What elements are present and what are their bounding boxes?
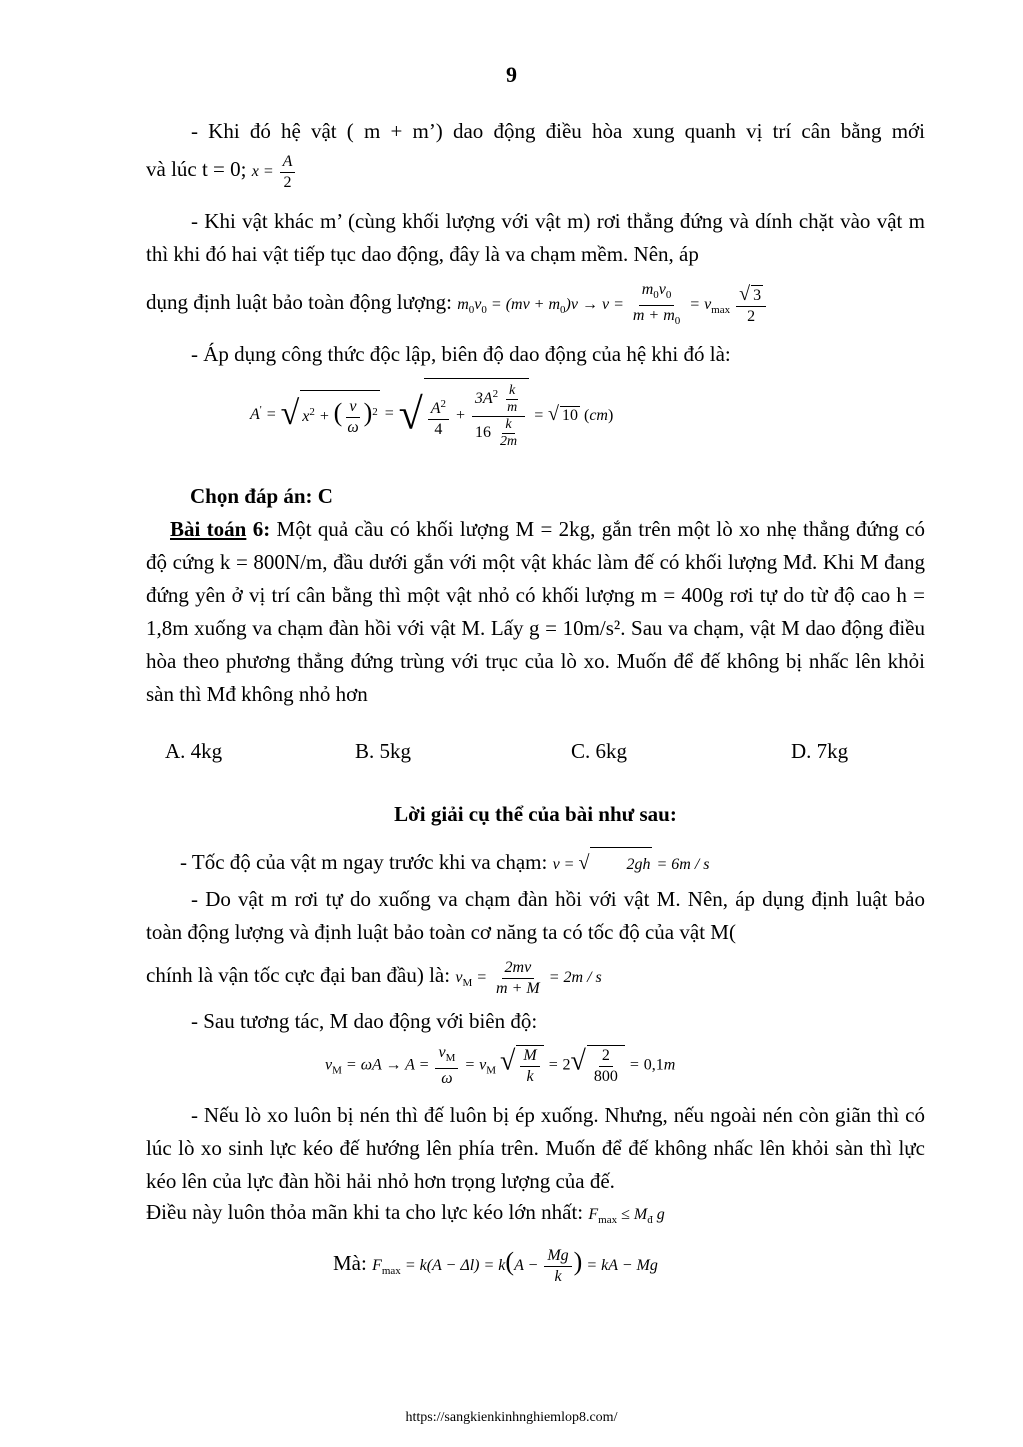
formula-momentum: $m_0v_0 = (mv + m_0)v \to v$ = $\frac{m_0v_0}{m + m_0}$ = $v_{max}$ $\frac{√ 3}{2}$ xyxy=(457,296,768,313)
max-force-text: Điều này luôn thỏa mãn khi ta cho lực kéo lớn nhất: xyxy=(146,1200,584,1224)
paragraph-independent-formula: - Áp dụng công thức độc lập, biên độ dao động của hệ khi đó là: xyxy=(191,342,731,366)
problem-text: Một quả cầu có khối lượng M = 2kg, gắn trên một lò xo nhẹ thẳng đứng có độ cứng k = 800N/m, đầu dưới gắn với một vật khác làm đế có khối lượng Mđ. Khi M đang đứng yên ở vị trí cân bằng thì một vật nhỏ có khối lượng m = 400g rơi tự do từ độ cao h = 1,8m xuống va chạm đàn hồi với vật M. Lấy g = 10m/s². Sau va chạm, vật M dao động điều hòa theo phương thẳng đứng trùng với trục của lò xo. Muốn để đế không bị nhấc lên khỏi sàn thì Mđ không nhỏ hơn xyxy=(146,517,926,706)
paragraph-max-velocity xyxy=(146,958,925,1000)
paragraph-initial-condition xyxy=(146,152,925,193)
formula-new-amplitude: A' = √ $x^2$ + ( $\frac{v}{\omega}$ )$^2$ = √ $\frac{A^2}{4}$ + $3A^2$ $\frac{k}{m}$ 16 $\frac{k}{2m}$ = √ 10 (cm) xyxy=(250,378,613,450)
formula-velocity-M: $v_M$ = $\frac{2mv}{m + M}$ = 2m / s xyxy=(455,959,602,997)
paragraph-max-force-condition xyxy=(146,1196,925,1237)
problem-statement xyxy=(146,513,925,711)
momentum-text: dụng định luật bảo toàn động lượng: xyxy=(146,290,452,315)
paragraph-system-oscillation: - Khi đó hệ vật ( m + m’) dao động điều hòa xung quanh vị trí cân bằng mới xyxy=(191,119,925,143)
paragraph-elastic-collision: - Do vật m rơi tự do xuống va chạm đàn hồi với vật M. Nên, áp dụng định luật bảo toàn động lượng và định luật bảo toàn cơ năng ta có tốc độ của vật M( xyxy=(146,887,925,944)
option-c: C. 6kg xyxy=(571,739,628,763)
paragraph-spring-force: - Nếu lò xo luôn bị nén thì đế luôn bị ép xuống. Nhưng, nếu ngoài nén còn giãn thì có lúc lò xo sinh lực kéo đế hướng lên phía trên. Muốn để đế không nhấc lên khỏi sàn thì lực kéo lên của lực đàn hồi hải nhỏ hơn trọng lượng của đế. xyxy=(146,1103,925,1193)
answer-choice: Chọn đáp án: C xyxy=(190,484,333,508)
option-a: A. 4kg xyxy=(165,739,223,763)
paragraph-soft-collision: - Khi vật khác m’ (cùng khối lượng với vật m) rơi thẳng đứng và dính chặt vào vật m thì khi đó hai vật tiếp tục dao động, đây là va chạm mềm. Nên, áp xyxy=(146,209,925,266)
option-b: B. 5kg xyxy=(355,739,412,763)
formula-x-half-amplitude: x = $\frac{A}{2}$ xyxy=(252,163,298,180)
initial-condition-text: và lúc t = 0; xyxy=(146,157,247,182)
solution-title: Lời giải cụ thể của bài như sau: xyxy=(394,802,677,826)
velocity-text: - Tốc độ của vật m ngay trước khi va chạm: xyxy=(180,850,548,874)
formula-max-force: $F_{max} = k(A - \Delta l) = k(A$ − $\frac{Mg}{k}$ ) = kA − Mg xyxy=(372,1246,658,1285)
page-number: 9 xyxy=(506,62,517,87)
option-d: D. 7kg xyxy=(791,739,849,763)
max-velocity-text: chính là vận tốc cực đại ban đầu) là: xyxy=(146,963,451,988)
problem-label: Bài toán xyxy=(170,517,247,541)
formula-amplitude-M: $v_M = \omega A \to A$ = $\frac{v_M}{\omega}$ = $v_M$ √ $\frac{M}{k}$ = 2√ $\frac{2}{800}$ = 0,1m xyxy=(325,1044,676,1087)
paragraph-amplitude-after: - Sau tương tác, M dao động với biên độ: xyxy=(191,1009,538,1033)
paragraph-velocity-before-collision xyxy=(146,846,925,881)
formula-max-force-condition: $F_{max} \le M_đ$ g xyxy=(588,1206,665,1226)
paragraph-max-force xyxy=(333,1245,893,1288)
formula-velocity-fall: v = √ 2gh = 6m / s xyxy=(553,856,710,873)
max-force-label: Mà: xyxy=(333,1251,367,1275)
footer-url: https://sangkienkinhnghiemlop8.com/ xyxy=(405,1410,618,1425)
problem-number: 6: xyxy=(252,517,271,541)
paragraph-momentum-conservation xyxy=(146,280,925,331)
